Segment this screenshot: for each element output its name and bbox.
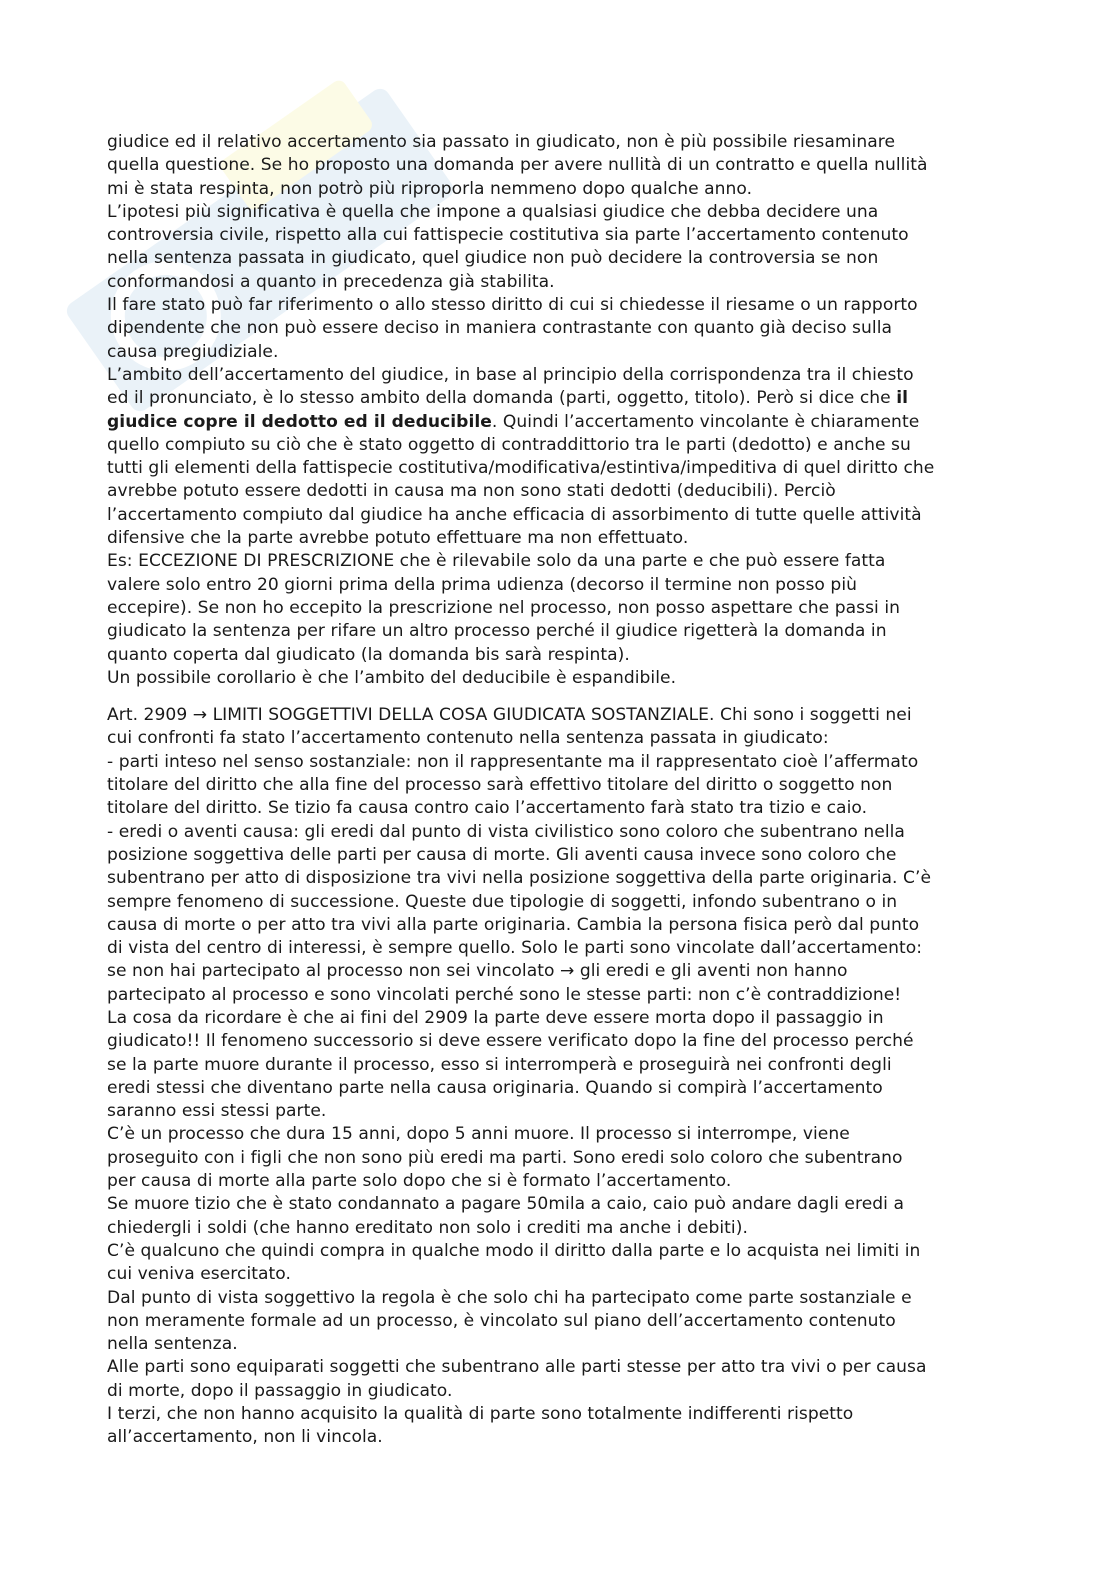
- paragraph-9: - eredi o aventi causa: gli eredi dal punto di vista civilistico sono coloro che subentrano nella posizione soggettiva delle parti per causa di morte. Gli aventi causa invece sono coloro che subentrano per atto di disposizione tra vivi nella posizione soggettiva della parte originaria. C’è sempre fenomeno di successione. Queste due tipologie di soggetti, infondo subentrano o in causa di morte o per atto tra vivi alla parte originaria. Cambia la persona fisica però dal punto di vista del centro di interessi, è sempre quello. Solo le parti sono vincolate dall’accertamento: se non hai partecipato al processo non sei vincolato → gli eredi e gli aventi non hanno partecipato al processo e sono vincolati perché sono le stesse parti: non c’è contraddizione!: [107, 821, 932, 1005]
- paragraph-10: La cosa da ricordare è che ai fini del 2909 la parte deve essere morta dopo il passaggio in giudicato!! Il fenomeno successorio si deve essere verificato dopo la fine del processo perché se la parte muore durante il processo, esso si interromperà e proseguirà nei confronti degli eredi stessi che diventano parte nella causa originaria. Quando si compirà l’accertamento saranno essi stessi parte.: [107, 1007, 914, 1122]
- paragraph-16: I terzi, che non hanno acquisito la qualità di parte sono totalmente indifferenti rispetto all’accertamento, non li vincola.: [107, 1404, 854, 1448]
- paragraph-4-rest: . Quindi l’accertamento vincolante è chiaramente quello compiuto su ciò che è stato oggetto di contraddittorio tra le parti (dedotto) e anche su tutti gli elementi della fattispecie costitutiva/modificativa/estintiva/impeditiva di quel diritto che avrebbe potuto essere dedotti in causa ma non sono stati dedotti (deducibili). Perciò l’accertamento compiuto dal giudice ha anche efficacia di assorbimento di tutte quelle attività difensive che la parte avrebbe potuto effettuare ma non effettuato.: [107, 411, 935, 549]
- paragraph-12: Se muore tizio che è stato condannato a pagare 50mila a caio, caio può andare dagli eredi a chiedergli i soldi (che hanno ereditato non solo i crediti ma anche i debiti).: [107, 1194, 904, 1238]
- paragraph-6: Un possibile corollario è che l’ambito del deducibile è espandibile.: [107, 667, 677, 688]
- document-page: [107, 131, 1012, 1450]
- paragraph-3: Il fare stato può far riferimento o allo stesso diritto di cui si chiedesse il riesame o un rapporto dipendente che non può essere deciso in maniera contrastante con quanto già deciso sulla causa pregiudiziale.: [107, 295, 918, 362]
- paragraph-1: giudice ed il relativo accertamento sia passato in giudicato, non è più possibile riesaminare quella questione. Se ho proposto una domanda per avere nullità di un contratto e quella nullità mi è stata respinta, non potrò più riproporla nemmeno dopo qualche anno.: [107, 132, 928, 199]
- paragraph-5: Es: ECCEZIONE DI PRESCRIZIONE che è rilevabile solo da una parte e che può essere fatta valere solo entro 20 giorni prima della prima udienza (decorso il termine non posso più eccepire). Se non ho eccepito la prescrizione nel processo, non posso aspettare che passi in giudicato la sentenza per rifare un altro processo perché il giudice rigetterà la domanda in quanto coperta dal giudicato (la domanda bis sarà respinta).: [107, 551, 900, 665]
- paragraph-2: L’ipotesi più significativa è quella che impone a qualsiasi giudice che debba decidere una controversia civile, rispetto alla cui fattispecie costitutiva sia parte l’accertamento contenuto nella sentenza passata in giudicato, quel giudice non può decidere la controversia se non conformandosi a quanto in precedenza già stabilita.: [107, 201, 909, 292]
- paragraph-7: Art. 2909 → LIMITI SOGGETTIVI DELLA COSA GIUDICATA SOSTANZIALE. Chi sono i soggetti nei cui confronti fa stato l’accertamento contenuto nella sentenza passata in giudicato:: [107, 705, 912, 749]
- paragraph-8: - parti inteso nel senso sostanziale: non il rappresentante ma il rappresentato cioè l’affermato titolare del diritto che alla fine del processo sarà effettivo titolare del diritto o soggetto non titolare del diritto. Se tizio fa causa contro caio l’accertamento farà stato tra tizio e caio.: [107, 751, 919, 819]
- paragraph-15: Alle parti sono equiparati soggetti che subentrano alle parti stesse per atto tra vivi o per causa di morte, dopo il passaggio in giudicato.: [107, 1357, 927, 1401]
- paragraph-4-emphasis: il giudice copre il dedotto ed il deducibile: [107, 388, 909, 432]
- paragraph-11: C’è un processo che dura 15 anni, dopo 5 anni muore. Il processo si interrompe, viene proseguito con i figli che non sono più eredi ma parti. Sono eredi solo coloro che subentrano per causa di morte alla parte solo dopo che si è formato l’accertamento.: [107, 1124, 903, 1192]
- paragraph-13: C’è qualcuno che quindi compra in qualche modo il diritto dalla parte e lo acquista nei limiti in cui veniva esercitato.: [107, 1240, 921, 1285]
- paragraph-4: [107, 364, 1012, 550]
- paragraph-4-intro: L’ambito dell’accertamento del giudice, in base al principio della corrispondenza tra il chiesto ed il pronunciato, è lo stesso ambito della domanda (parti, oggetto, titolo). Però si dice che: [107, 364, 914, 409]
- paragraph-14: Dal punto di vista soggettivo la regola è che solo chi ha partecipato come parte sostanziale e non meramente formale ad un processo, è vincolato sul piano dell’accertamento contenuto nella sentenza.: [107, 1287, 912, 1355]
